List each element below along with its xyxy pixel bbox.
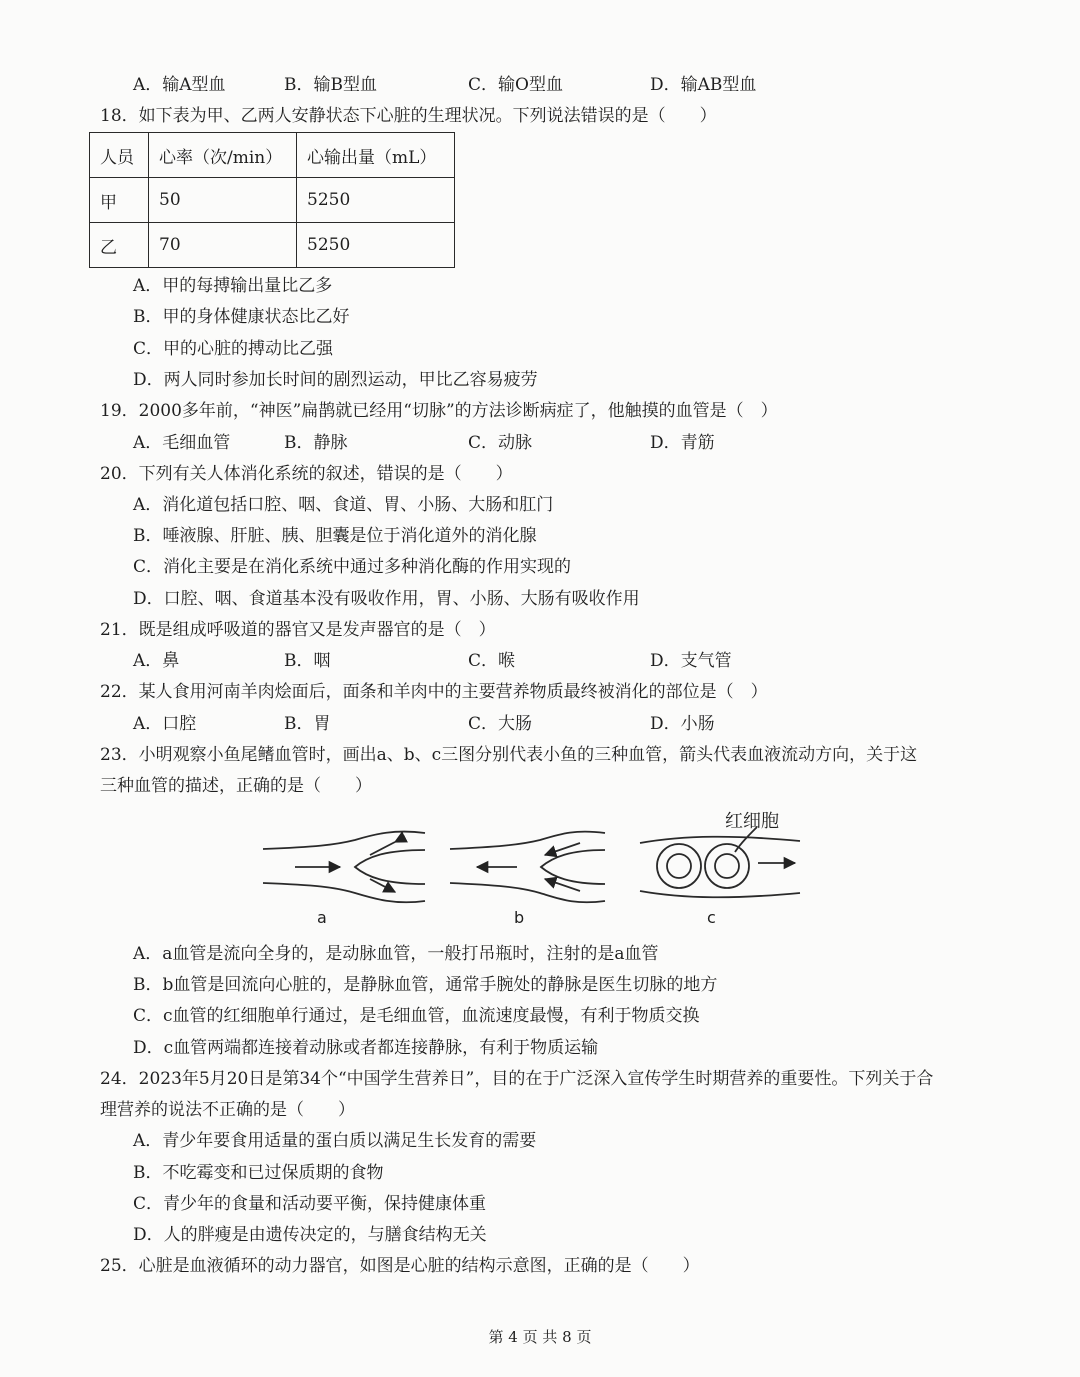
option: C．输O型血 (468, 75, 563, 95)
table-cell: 乙 (90, 223, 149, 268)
option: A．鼻 (133, 651, 180, 671)
option: D．口腔、咽、食道基本没有吸收作用，胃、小肠、大肠有吸收作用 (133, 589, 640, 609)
option: D．输AB型血 (650, 75, 757, 95)
table-cell: 70 (149, 223, 297, 268)
vessel-b (450, 832, 605, 903)
table-header: 人员 (90, 133, 149, 178)
table-row (90, 178, 455, 223)
table-cell: 5250 (297, 178, 455, 223)
q25-stem: 25．心脏是血液循环的动力器官，如图是心脏的结构示意图，正确的是（ ） (100, 1256, 700, 1276)
vessel-c (640, 827, 800, 897)
option: C．喉 (468, 651, 516, 671)
heart-table (89, 132, 455, 268)
option: D．青筋 (650, 433, 715, 453)
option: C．消化主要是在消化系统中通过多种消化酶的作用实现的 (133, 557, 572, 577)
option: D．两人同时参加长时间的剧烈运动，甲比乙容易疲劳 (133, 370, 538, 390)
q23-stem: 23．小明观察小鱼尾鳍血管时，画出a、b、c三图分别代表小鱼的三种血管，箭头代表血液流动方向，关于这 (100, 745, 918, 765)
option: A．青少年要食用适量的蛋白质以满足生长发育的需要 (133, 1131, 537, 1151)
option: D．c血管两端都连接着动脉或者都连接静脉，有利于物质运输 (133, 1038, 599, 1058)
option: B．不吃霉变和已过保质期的食物 (133, 1163, 384, 1183)
vessel-a (263, 832, 425, 903)
table-cell: 5250 (297, 223, 455, 268)
q23-stem-cont: 三种血管的描述，正确的是（ ） (100, 776, 372, 796)
option: A．甲的每搏输出量比乙多 (133, 276, 333, 296)
option: C．青少年的食量和活动要平衡，保持健康体重 (133, 1194, 487, 1214)
q21-stem: 21．既是组成呼吸道的器官又是发声器官的是（ ） (100, 620, 496, 640)
option: A．口腔 (133, 714, 197, 734)
option: A．毛细血管 (133, 433, 231, 453)
option: D．小肠 (650, 714, 715, 734)
option: C．甲的心脏的搏动比乙强 (133, 339, 334, 359)
q18-stem: 18．如下表为甲、乙两人安静状态下心脏的生理状况。下列说法错误的是（ ） (100, 106, 717, 126)
q24-stem: 24．2023年5月20日是第34个“中国学生营养日”，目的在于广泛深入宣传学生时期营养的重要性。下列关于合 (100, 1069, 934, 1089)
rbc-label: 红细胞 (725, 811, 779, 832)
q19-stem: 19．2000多年前，“神医”扁鹊就已经用“切脉”的方法诊断病症了，他触摸的血管是（ ） (100, 401, 778, 421)
option: D．人的胖瘦是由遗传决定的，与膳食结构无关 (133, 1225, 487, 1245)
table-row (90, 133, 455, 178)
table-cell: 50 (149, 178, 297, 223)
option: B．静脉 (284, 433, 348, 453)
table-header: 心输出量（mL） (297, 133, 455, 178)
option: B．b血管是回流向心脏的，是静脉血管，通常手腕处的静脉是医生切脉的地方 (133, 975, 718, 995)
option: B．胃 (284, 714, 331, 734)
option: A．a血管是流向全身的，是动脉血管，一般打吊瓶时，注射的是a血管 (133, 944, 659, 964)
option: C．大肠 (468, 714, 533, 734)
option: B．输B型血 (284, 75, 377, 95)
figure-label-b: b (514, 908, 525, 927)
option: D．支气管 (650, 651, 732, 671)
q24-stem-cont: 理营养的说法不正确的是（ ） (100, 1100, 355, 1120)
table-row (90, 223, 455, 268)
option: B．甲的身体健康状态比乙好 (133, 307, 350, 327)
option: A．消化道包括口腔、咽、食道、胃、小肠、大肠和肛门 (133, 495, 554, 515)
option: C．动脉 (468, 433, 533, 453)
blood-vessel-figure (255, 805, 815, 935)
option: B．咽 (284, 651, 331, 671)
option: B．唾液腺、肝脏、胰、胆囊是位于消化道外的消化腺 (133, 526, 537, 546)
table-cell: 甲 (90, 178, 149, 223)
page-footer: 第 4 页 共 8 页 (488, 1328, 592, 1346)
q20-stem: 20．下列有关人体消化系统的叙述，错误的是（ ） (100, 464, 513, 484)
figure-label-c: c (707, 908, 716, 927)
q22-stem: 22．某人食用河南羊肉烩面后，面条和羊肉中的主要营养物质最终被消化的部位是（ ） (100, 682, 768, 702)
option: C．c血管的红细胞单行通过，是毛细血管，血流速度最慢，有利于物质交换 (133, 1006, 700, 1026)
option: A．输A型血 (133, 75, 226, 95)
figure-label-a: a (317, 908, 327, 927)
table-header: 心率（次/min） (149, 133, 297, 178)
